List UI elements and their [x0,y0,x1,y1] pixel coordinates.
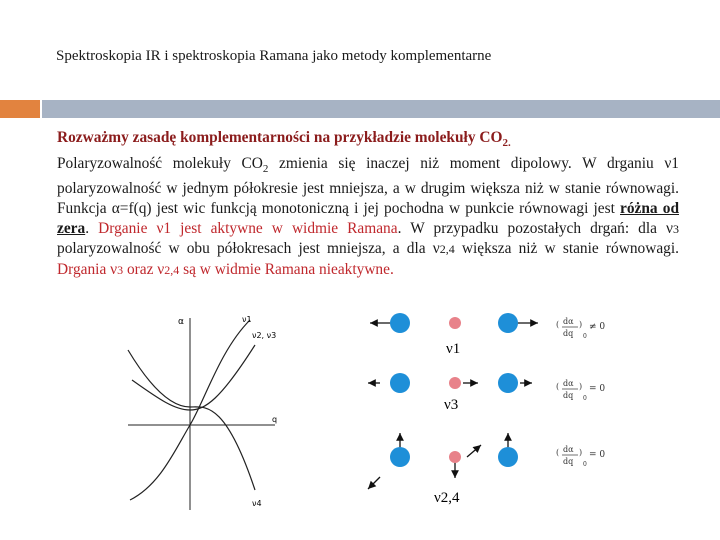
p-part-a: Polaryzowalność molekuły CO [57,154,263,172]
slide-title: Spektroskopia IR i spektroskopia Ramana jako metody komplementarne [56,48,492,64]
oxygen-atom-right [498,313,518,333]
p-red2-c: są w widmie Ramana nieaktywne. [179,260,394,278]
y-axis-label: α [178,317,184,327]
mode-label-v1: ν1 [446,341,461,357]
derivative-denominator: dq [563,391,574,400]
derivative-subscript: 0 [583,395,587,402]
mode-v3 [368,373,532,413]
derivative-numerator: dα [563,317,574,326]
paragraph [57,154,679,281]
derivative-rparen: ) [579,382,583,391]
derivative-denominator: dq [563,329,574,338]
derivative-rparen: ) [579,320,583,329]
derivative-subscript: 0 [583,333,587,340]
arrow-v24-rot-left [368,477,380,489]
derivative-relation: = 0 [589,450,606,460]
p-bold-underline: różna od zera [57,199,679,237]
p-part-b: zmienia się inaczej niż moment dipolowy. W drganiu ν1 polaryzowalność w jednym półokresie jest mniejsza, a w drugim większa niż w stanie równowagi. Funkcja α=f(q) jest wic funkcją monotoniczną i jej pochodna w punkcie równowagi jest [57,154,679,217]
oxygen-atom-right [498,373,518,393]
curve-label-v1: ν1 [242,315,252,324]
carbon-atom [449,317,461,329]
mode-v1 [370,313,538,357]
oxygen-atom-left [390,373,410,393]
p-part-e: polaryzowalność w obu półokresach jest mniejsza, a dla ν [57,240,440,258]
mode-label-v24: ν2,4 [434,490,460,506]
arrow-v24-rot-center [467,445,481,457]
p-red2-b: oraz ν [123,260,165,278]
derivative-lparen: ( [556,448,560,457]
accent-bar-orange [0,100,40,118]
curve-v23 [132,345,255,410]
x-axis-label: q [272,415,278,424]
polarizability-plot [120,310,290,515]
carbon-atom [449,377,461,389]
mode-v24 [368,433,518,506]
derivative-v1 [556,317,605,340]
derivative-rparen: ) [579,448,583,457]
derivative-lparen: ( [556,382,560,391]
oxygen-atom-left [390,447,410,467]
curve-v4 [128,350,255,490]
p-red-statement: Drganie ν1 jest aktywne w widmie Ramana [98,219,398,237]
mode-label-v3: ν3 [444,397,459,413]
derivative-subscript: 0 [583,461,587,468]
oxygen-atom-right [498,447,518,467]
p-part-d: . W przypadku pozostałych drgań: dla ν [397,219,673,237]
derivative-denominator: dq [563,457,574,466]
p-red2-small24: 2,4 [164,262,180,277]
p-subscript: 2 [262,162,269,175]
content-block [57,128,679,280]
p-part-f: większa niż w stanie równowagi. [454,240,679,258]
curve-label-v23: ν2, ν3 [252,331,277,340]
p-small-24: 2,4 [439,242,455,257]
p-part-c: . [85,219,99,237]
derivative-v24 [556,445,605,468]
derivative-numerator: dα [563,379,574,388]
vibration-modes-diagram [360,305,620,515]
p-red2-small3: 3 [117,262,124,277]
accent-bar-gray [42,100,720,118]
derivative-numerator: dα [563,445,574,454]
carbon-atom [449,451,461,463]
derivative-relation: ≠ 0 [589,322,606,332]
p-red2-a: Drgania ν [57,260,118,278]
derivative-expressions [556,317,605,468]
derivative-lparen: ( [556,320,560,329]
p-small-3: 3 [673,221,679,236]
heading-line [57,128,679,154]
oxygen-atom-left [390,313,410,333]
derivative-relation: = 0 [589,384,606,394]
heading-text: Rozważmy zasadę komplementarności na przykładzie molekuły CO [57,129,503,146]
curve-label-v4: ν4 [252,499,262,508]
heading-subscript: 2. [502,137,511,150]
derivative-v3 [556,379,605,402]
